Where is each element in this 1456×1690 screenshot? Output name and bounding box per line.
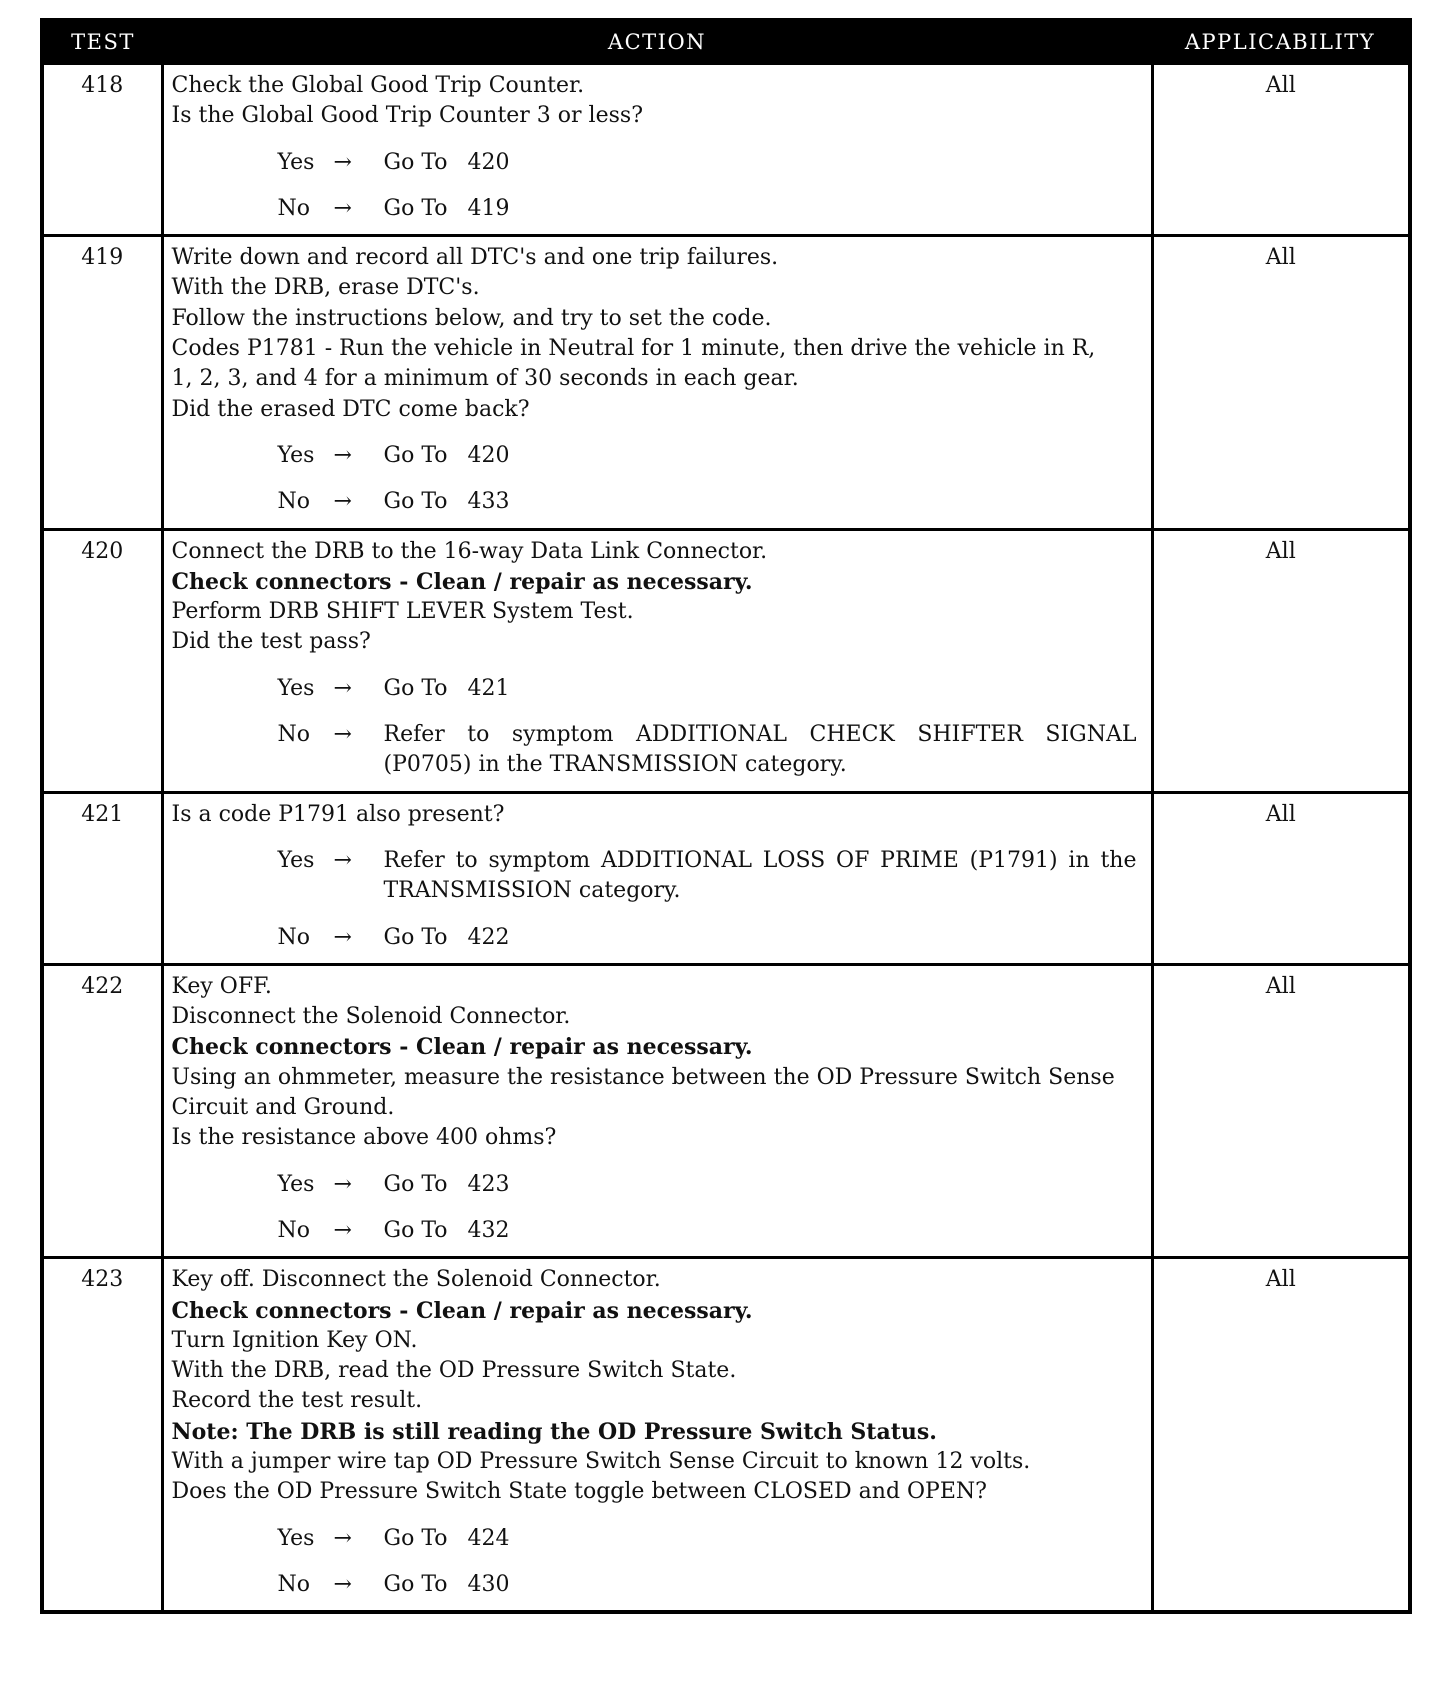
action-cell — [162, 529, 1152, 792]
action-line: Did the test pass? — [171, 629, 371, 655]
outcome-goto — [384, 923, 1143, 953]
arrow-right-icon: → — [333, 1525, 352, 1551]
goto-target: 430 — [467, 1571, 510, 1597]
outcome-answer: No — [277, 195, 310, 221]
outcome-instruction: Refer to symptom ADDITIONAL LOSS OF PRIME (P1791) in the TRANSMISSION category. — [383, 847, 1137, 904]
outcomes — [172, 1524, 1143, 1601]
goto-label: Go To — [383, 675, 448, 701]
goto-target: 422 — [467, 924, 510, 950]
action-line: Write down and record all DTC's and one trip failures. — [171, 245, 779, 271]
outcome-answer: Yes — [277, 1525, 315, 1551]
table-row — [42, 964, 1410, 1257]
table-body — [42, 64, 1410, 1613]
outcome-yes — [278, 148, 1143, 178]
action-line: Key off. Disconnect the Solenoid Connector. — [171, 1267, 661, 1293]
table-header — [42, 20, 1410, 64]
goto-target: 420 — [467, 442, 510, 468]
outcome-yes — [278, 1170, 1143, 1200]
action-line: With the DRB, erase DTC's. — [171, 275, 480, 301]
test-number: 419 — [42, 236, 162, 529]
action-line: Connect the DRB to the 16-way Data Link Connector. — [171, 538, 768, 564]
action-line-emphasis: Check connectors - Clean / repair as necessary. — [171, 1034, 753, 1061]
goto-label: Go To — [383, 1571, 448, 1597]
action-line: Does the OD Pressure Switch State toggle between CLOSED and OPEN? — [171, 1479, 987, 1505]
outcome-goto — [384, 487, 1143, 517]
goto-label: Go To — [383, 1217, 448, 1243]
outcome-answer: No — [277, 489, 310, 515]
arrow-right-icon: → — [333, 722, 352, 748]
outcome-goto — [384, 1216, 1143, 1246]
outcome-instruction: Refer to symptom ADDITIONAL CHECK SHIFTER SIGNAL (P0705) in the TRANSMISSION category. — [383, 722, 1137, 778]
outcome-no — [278, 923, 1143, 953]
action-line: Check the Global Good Trip Counter. — [171, 73, 585, 98]
arrow-right-icon: → — [333, 847, 352, 873]
outcomes — [172, 148, 1143, 225]
outcomes — [172, 441, 1143, 518]
table-row — [42, 792, 1410, 964]
test-number: 422 — [42, 964, 162, 1257]
applicability: All — [1152, 964, 1410, 1257]
table-row — [42, 529, 1410, 792]
arrow-right-icon: → — [333, 924, 352, 950]
outcome-goto — [384, 148, 1143, 178]
goto-label: Go To — [383, 195, 448, 221]
action-cell — [162, 64, 1152, 236]
action-cell — [162, 792, 1152, 964]
goto-label: Go To — [383, 1171, 448, 1197]
arrow-right-icon: → — [333, 442, 352, 468]
goto-target: 420 — [467, 149, 510, 175]
outcome-goto — [384, 194, 1143, 224]
action-line: With a jumper wire tap OD Pressure Switch Sense Circuit to known 12 volts. — [171, 1448, 1031, 1474]
outcome-no — [278, 194, 1143, 224]
action-cell — [162, 1258, 1152, 1612]
goto-target: 424 — [467, 1525, 510, 1551]
action-line: Record the test result. — [171, 1388, 423, 1414]
goto-target: 421 — [467, 675, 510, 701]
header-test: TEST — [42, 20, 162, 64]
outcomes — [172, 674, 1143, 781]
test-number: 420 — [42, 529, 162, 792]
test-number: 421 — [42, 792, 162, 964]
action-line: Key OFF. — [171, 973, 272, 999]
header-applicability: APPLICABILITY — [1152, 20, 1410, 64]
outcome-answer: Yes — [277, 1171, 315, 1197]
arrow-right-icon: → — [333, 489, 352, 515]
action-line: Disconnect the Solenoid Connector. — [171, 1004, 571, 1030]
goto-label: Go To — [383, 489, 448, 515]
applicability: All — [1152, 1258, 1410, 1612]
outcome-goto — [384, 674, 1143, 704]
goto-label: Go To — [383, 924, 448, 950]
action-line-emphasis: Check connectors - Clean / repair as necessary. — [171, 568, 753, 595]
arrow-right-icon: → — [333, 1171, 352, 1197]
arrow-right-icon: → — [333, 1217, 352, 1243]
action-line-emphasis: Check connectors - Clean / repair as necessary. — [171, 1297, 753, 1324]
header-action: ACTION — [162, 20, 1152, 64]
goto-target: 423 — [467, 1171, 510, 1197]
test-number: 418 — [42, 64, 162, 236]
outcomes — [172, 846, 1143, 953]
outcome-no — [278, 1216, 1143, 1246]
action-line: Is the resistance above 400 ohms? — [171, 1125, 557, 1151]
action-line: Perform DRB SHIFT LEVER System Test. — [171, 599, 634, 625]
applicability: All — [1152, 529, 1410, 792]
goto-target: 432 — [467, 1217, 510, 1243]
action-line: Codes P1781 - Run the vehicle in Neutral for 1 minute, then drive the vehicle in R, — [171, 336, 1096, 362]
outcome-no — [278, 720, 1143, 781]
outcome-answer: Yes — [277, 149, 315, 175]
goto-target: 433 — [467, 489, 510, 515]
goto-label: Go To — [383, 442, 448, 468]
outcome-answer: Yes — [277, 675, 315, 701]
action-line: 1, 2, 3, and 4 for a minimum of 30 seconds in each gear. — [171, 366, 799, 392]
action-line: Did the erased DTC come back? — [171, 396, 530, 422]
outcome-answer: Yes — [277, 442, 315, 468]
outcome-no — [278, 487, 1143, 517]
outcome-yes — [278, 1524, 1143, 1554]
outcome-answer: No — [277, 1217, 310, 1243]
outcome-goto — [384, 1524, 1143, 1554]
table-row — [42, 64, 1410, 236]
arrow-right-icon: → — [333, 675, 352, 701]
arrow-right-icon: → — [333, 1571, 352, 1597]
applicability: All — [1152, 236, 1410, 529]
test-number: 423 — [42, 1258, 162, 1612]
diagnostic-test-table — [40, 18, 1412, 1614]
outcome-answer: No — [277, 924, 310, 950]
action-line: Turn Ignition Key ON. — [171, 1327, 418, 1353]
action-line-emphasis: Note: The DRB is still reading the OD Pressure Switch Status. — [171, 1418, 937, 1445]
action-line: Circuit and Ground. — [171, 1095, 395, 1121]
table-row — [42, 236, 1410, 529]
outcome-goto — [384, 1170, 1143, 1200]
outcome-yes — [278, 441, 1143, 471]
action-line: Follow the instructions below, and try to set the code. — [171, 305, 772, 331]
goto-label: Go To — [383, 1525, 448, 1551]
outcome-answer: Yes — [277, 847, 315, 873]
outcome-goto — [384, 441, 1143, 471]
outcome-yes — [278, 846, 1143, 907]
action-cell — [162, 964, 1152, 1257]
action-line: With the DRB, read the OD Pressure Switch State. — [171, 1358, 737, 1384]
table-row — [42, 1258, 1410, 1612]
applicability: All — [1152, 64, 1410, 236]
outcome-no — [278, 1570, 1143, 1600]
action-line: Is the Global Good Trip Counter 3 or less? — [171, 103, 643, 129]
outcome-yes — [278, 674, 1143, 704]
outcomes — [172, 1170, 1143, 1247]
action-cell — [162, 236, 1152, 529]
arrow-right-icon: → — [333, 195, 352, 221]
action-line: Using an ohmmeter, measure the resistance between the OD Pressure Switch Sense — [171, 1064, 1115, 1090]
applicability: All — [1152, 792, 1410, 964]
goto-target: 419 — [467, 195, 510, 221]
goto-label: Go To — [383, 149, 448, 175]
outcome-goto — [384, 1570, 1143, 1600]
outcome-answer: No — [277, 1571, 310, 1597]
outcome-answer: No — [277, 722, 310, 748]
action-line: Is a code P1791 also present? — [171, 801, 505, 827]
arrow-right-icon: → — [333, 149, 352, 175]
